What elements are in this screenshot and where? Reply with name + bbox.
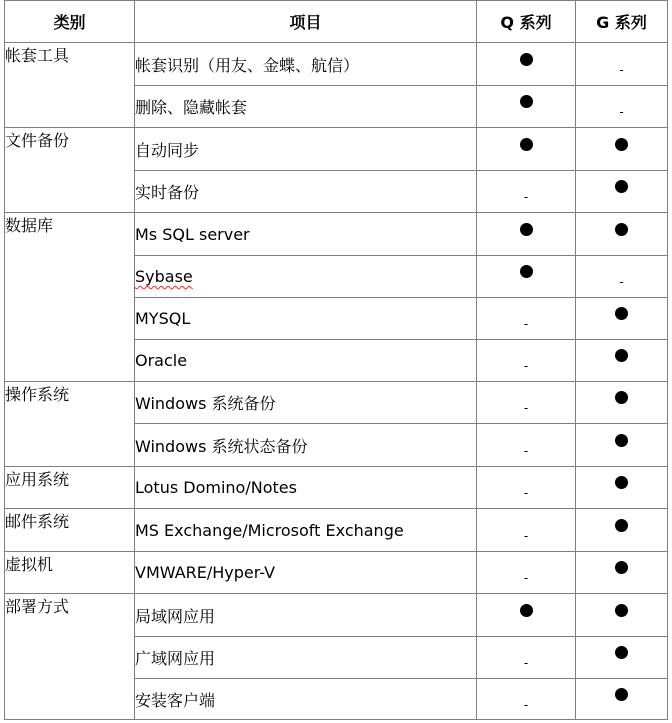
q-series-cell [477, 424, 576, 467]
item-label: Oracle [135, 351, 188, 370]
supported-dot-icon [615, 646, 628, 659]
item-cell [135, 467, 477, 509]
item-cell [135, 213, 477, 256]
g-series-cell [576, 213, 668, 256]
item-label: 局域网应用 [135, 606, 216, 626]
item-cell [135, 424, 477, 467]
q-series-cell [477, 594, 576, 637]
supported-dot-icon [615, 180, 628, 193]
header-g-series: G 系列 [576, 1, 668, 43]
item-label: 实时备份 [135, 183, 200, 202]
g-series-cell [576, 171, 668, 213]
not-supported-dash: - [523, 443, 529, 458]
q-series-cell [477, 43, 576, 86]
supported-dot-icon [520, 265, 533, 278]
item-label: Windows 系统备份 [135, 394, 276, 413]
item-label: 帐套识别（用友、金蝶、航信） [135, 55, 360, 75]
g-series-cell [576, 382, 668, 424]
category-cell: 邮件系统 [5, 509, 135, 552]
g-series-cell [576, 424, 668, 467]
q-series-cell [477, 509, 576, 552]
g-series-cell [576, 128, 668, 171]
q-series-cell [477, 128, 576, 171]
g-series-cell [576, 679, 668, 720]
table-row [5, 509, 668, 552]
not-supported-dash: - [523, 359, 529, 373]
supported-dot-icon [520, 604, 533, 617]
g-series-cell [576, 256, 668, 298]
table-row [5, 552, 668, 594]
item-cell [135, 382, 477, 424]
not-supported-dash: - [619, 62, 624, 77]
item-cell [135, 171, 477, 213]
not-supported-dash: - [523, 190, 529, 204]
q-series-cell [477, 256, 576, 298]
item-label: Lotus Domino/Notes [135, 478, 297, 497]
not-supported-dash: - [523, 528, 529, 543]
header-category: 类别 [5, 1, 135, 43]
item-cell [135, 552, 477, 594]
q-series-cell [477, 467, 576, 509]
not-supported-dash: - [523, 486, 529, 500]
g-series-cell [576, 637, 668, 679]
table-row [5, 128, 668, 171]
table-row [5, 213, 668, 256]
category-cell: 操作系统 [5, 382, 135, 467]
supported-dot-icon [615, 434, 628, 447]
g-series-cell [576, 298, 668, 340]
item-label: 删除、隐藏帐套 [135, 98, 248, 117]
supported-dot-icon [615, 604, 628, 617]
category-cell: 应用系统 [5, 467, 135, 509]
supported-dot-icon [615, 138, 628, 151]
supported-dot-icon [520, 138, 533, 151]
item-label: MYSQL [135, 309, 191, 328]
category-cell: 数据库 [5, 213, 135, 382]
table-row [5, 467, 668, 509]
not-supported-dash: - [523, 317, 529, 331]
q-series-cell [477, 298, 576, 340]
comparison-table [4, 0, 668, 720]
supported-dot-icon [615, 391, 628, 404]
not-supported-dash: - [523, 571, 529, 585]
g-series-cell [576, 552, 668, 594]
g-series-cell [576, 340, 668, 382]
category-cell: 文件备份 [5, 128, 135, 213]
item-cell [135, 340, 477, 382]
category-cell: 帐套工具 [5, 43, 135, 128]
supported-dot-icon [615, 223, 628, 236]
not-supported-dash: - [523, 401, 529, 415]
q-series-cell [477, 340, 576, 382]
q-series-cell [477, 552, 576, 594]
item-cell [135, 594, 477, 637]
supported-dot-icon [615, 688, 628, 701]
not-supported-dash: - [619, 105, 624, 119]
q-series-cell [477, 679, 576, 720]
item-label: MS Exchange/Microsoft Exchange [135, 520, 404, 540]
item-label: Windows 系统状态备份 [135, 436, 308, 456]
item-label: 自动同步 [135, 140, 200, 160]
item-cell [135, 43, 477, 86]
item-cell [135, 637, 477, 679]
item-cell [135, 86, 477, 128]
header-item: 项目 [135, 1, 477, 43]
item-cell [135, 298, 477, 340]
q-series-cell [477, 213, 576, 256]
q-series-cell [477, 382, 576, 424]
supported-dot-icon [520, 95, 533, 108]
category-cell: 部署方式 [5, 594, 135, 720]
item-label: VMWARE/Hyper-V [135, 563, 276, 582]
table-row [5, 382, 668, 424]
supported-dot-icon [520, 223, 533, 236]
item-label: Ms SQL server [135, 224, 250, 244]
supported-dot-icon [615, 561, 628, 574]
g-series-cell [576, 86, 668, 128]
not-supported-dash: - [523, 656, 529, 670]
g-series-cell [576, 467, 668, 509]
q-series-cell [477, 637, 576, 679]
q-series-cell [477, 86, 576, 128]
table-row [5, 594, 668, 637]
supported-dot-icon [615, 307, 628, 320]
item-label: Sybase [135, 267, 193, 286]
header-row [5, 1, 668, 43]
supported-dot-icon [615, 476, 628, 489]
table-row [5, 43, 668, 86]
category-cell: 虚拟机 [5, 552, 135, 594]
item-label: 广域网应用 [135, 649, 216, 668]
item-cell [135, 509, 477, 552]
supported-dot-icon [615, 349, 628, 362]
supported-dot-icon [520, 53, 533, 66]
supported-dot-icon [615, 519, 628, 532]
not-supported-dash: - [619, 275, 624, 289]
item-label: 安装客户端 [135, 690, 216, 710]
q-series-cell [477, 171, 576, 213]
item-cell [135, 128, 477, 171]
item-cell [135, 256, 477, 298]
not-supported-dash: - [523, 697, 529, 712]
g-series-cell [576, 509, 668, 552]
header-q-series: Q 系列 [477, 1, 576, 43]
g-series-cell [576, 594, 668, 637]
item-cell [135, 679, 477, 720]
g-series-cell [576, 43, 668, 86]
